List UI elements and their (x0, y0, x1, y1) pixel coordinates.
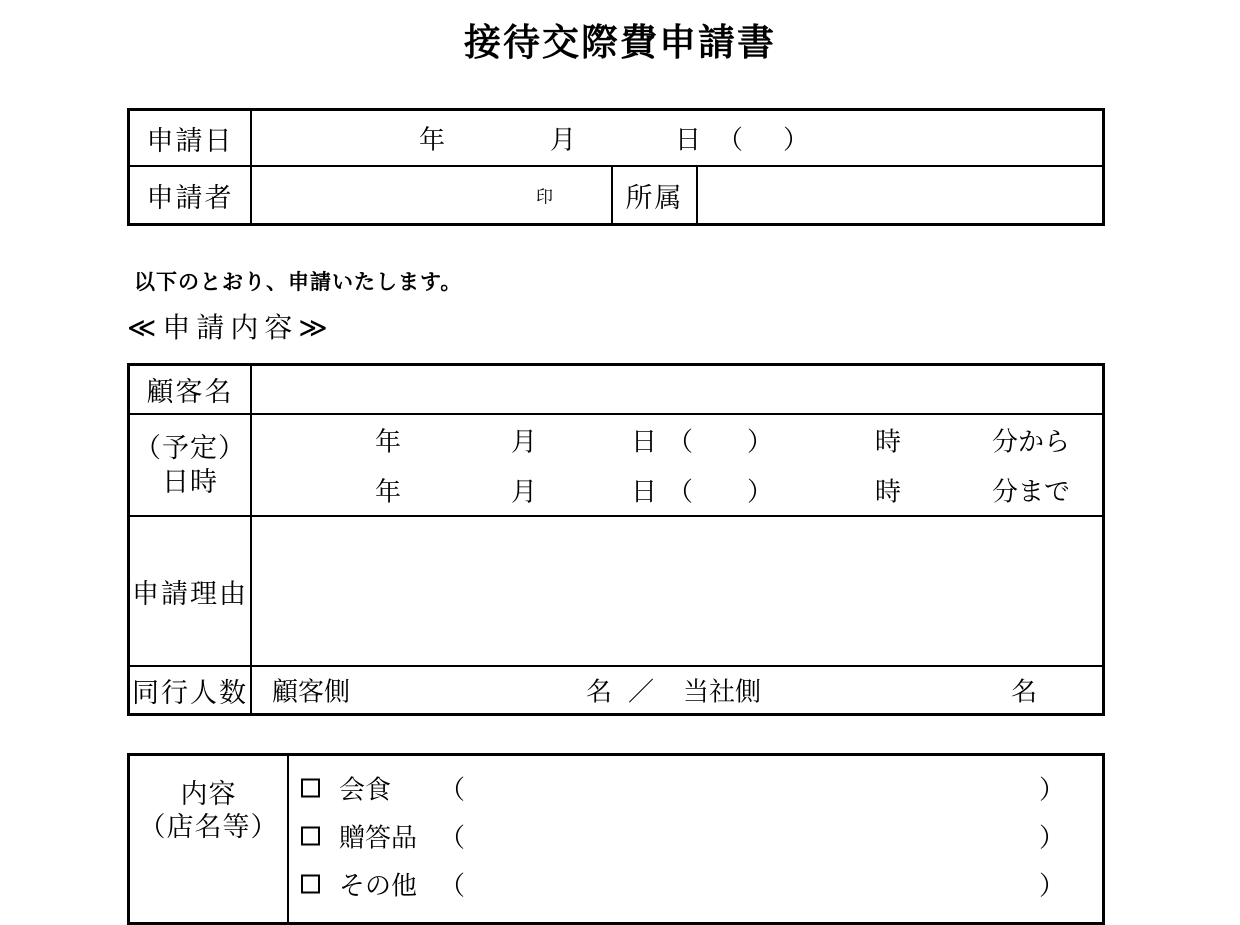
month-unit-label: 月 (511, 476, 538, 507)
department-label: 所属 (611, 167, 696, 223)
day-unit-label: 日 (675, 124, 702, 155)
scheduled-label-line2: 日時 (162, 467, 218, 497)
scheduled-label-line1: （予定） (134, 433, 246, 463)
section-heading: ≪申請内容≫ (127, 312, 334, 343)
weekday-open-paren: （ (667, 426, 694, 457)
application-reason-row (130, 515, 1102, 665)
option-line-dinner (289, 764, 1102, 812)
minute-to-label: 分まで (992, 476, 1071, 507)
minute-from-label: 分から (992, 426, 1071, 457)
option-label: 贈答品 (339, 822, 418, 853)
option-label: その他 (339, 870, 418, 901)
persons-unit-label: 名 (1011, 676, 1038, 707)
applicant-row (130, 165, 1102, 223)
seal-mark: 印 (536, 187, 553, 207)
intro-text: 以下のとおり、申請いたします。 (134, 271, 463, 294)
datetime-to-line (252, 465, 1102, 515)
customer-name-label: 顧客名 (146, 377, 234, 407)
customer-name-field[interactable] (250, 366, 1102, 413)
applicant-name-field[interactable] (250, 167, 611, 223)
companions-field[interactable] (250, 667, 1102, 713)
year-unit-label: 年 (375, 476, 402, 507)
application-details-table (127, 363, 1105, 716)
day-unit-label: 日 (631, 476, 658, 507)
application-reason-label: 申請理由 (132, 578, 248, 609)
department-field[interactable] (696, 167, 1102, 223)
content-table (127, 753, 1105, 925)
content-label-line2: （店名等） (138, 812, 279, 842)
other-checkbox[interactable] (301, 875, 320, 894)
year-unit-label: 年 (419, 124, 446, 155)
scheduled-datetime-label (130, 415, 250, 515)
detail-open-paren: （ (439, 774, 466, 805)
weekday-close-paren: ） (783, 124, 810, 155)
scheduled-datetime-field[interactable] (250, 415, 1102, 515)
application-date-row (130, 111, 1102, 165)
weekday-close-paren: ） (747, 476, 774, 507)
datetime-from-line (252, 415, 1102, 465)
detail-close-paren: ） (1039, 822, 1066, 853)
detail-open-paren: （ (439, 822, 466, 853)
detail-close-paren: ） (1039, 870, 1066, 901)
customer-side-label: 顧客側 (272, 676, 351, 707)
customer-name-row (130, 366, 1102, 413)
detail-close-paren: ） (1039, 774, 1066, 805)
dinner-checkbox[interactable] (301, 779, 320, 798)
year-unit-label: 年 (375, 426, 402, 457)
month-unit-label: 月 (511, 426, 538, 457)
companions-row (130, 665, 1102, 713)
content-row (130, 756, 1102, 922)
content-label (130, 756, 287, 922)
company-side-label: 当社側 (683, 676, 762, 707)
application-date-field[interactable] (250, 111, 1102, 165)
content-label-line1: 内容 (180, 779, 237, 809)
detail-open-paren: （ (439, 870, 466, 901)
page-title: 接待交際費申請書 (464, 22, 776, 63)
persons-unit-label: 名 (586, 676, 613, 707)
weekday-close-paren: ） (747, 426, 774, 457)
option-line-gift (289, 812, 1102, 860)
applicant-label: 申請者 (146, 182, 234, 213)
hour-unit-label: 時 (875, 426, 902, 457)
option-label: 会食 (339, 774, 392, 805)
application-reason-field[interactable] (250, 517, 1102, 665)
scheduled-datetime-row (130, 413, 1102, 515)
weekday-open-paren: （ (717, 124, 744, 155)
content-options-field (287, 756, 1102, 922)
option-line-other (289, 860, 1102, 908)
companions-label: 同行人数 (132, 677, 248, 708)
slash-separator: ／ (628, 676, 655, 707)
month-unit-label: 月 (550, 124, 577, 155)
application-date-label: 申請日 (146, 125, 234, 156)
day-unit-label: 日 (631, 426, 658, 457)
hour-unit-label: 時 (875, 476, 902, 507)
gift-checkbox[interactable] (301, 827, 320, 846)
applicant-table (127, 108, 1105, 226)
weekday-open-paren: （ (667, 476, 694, 507)
